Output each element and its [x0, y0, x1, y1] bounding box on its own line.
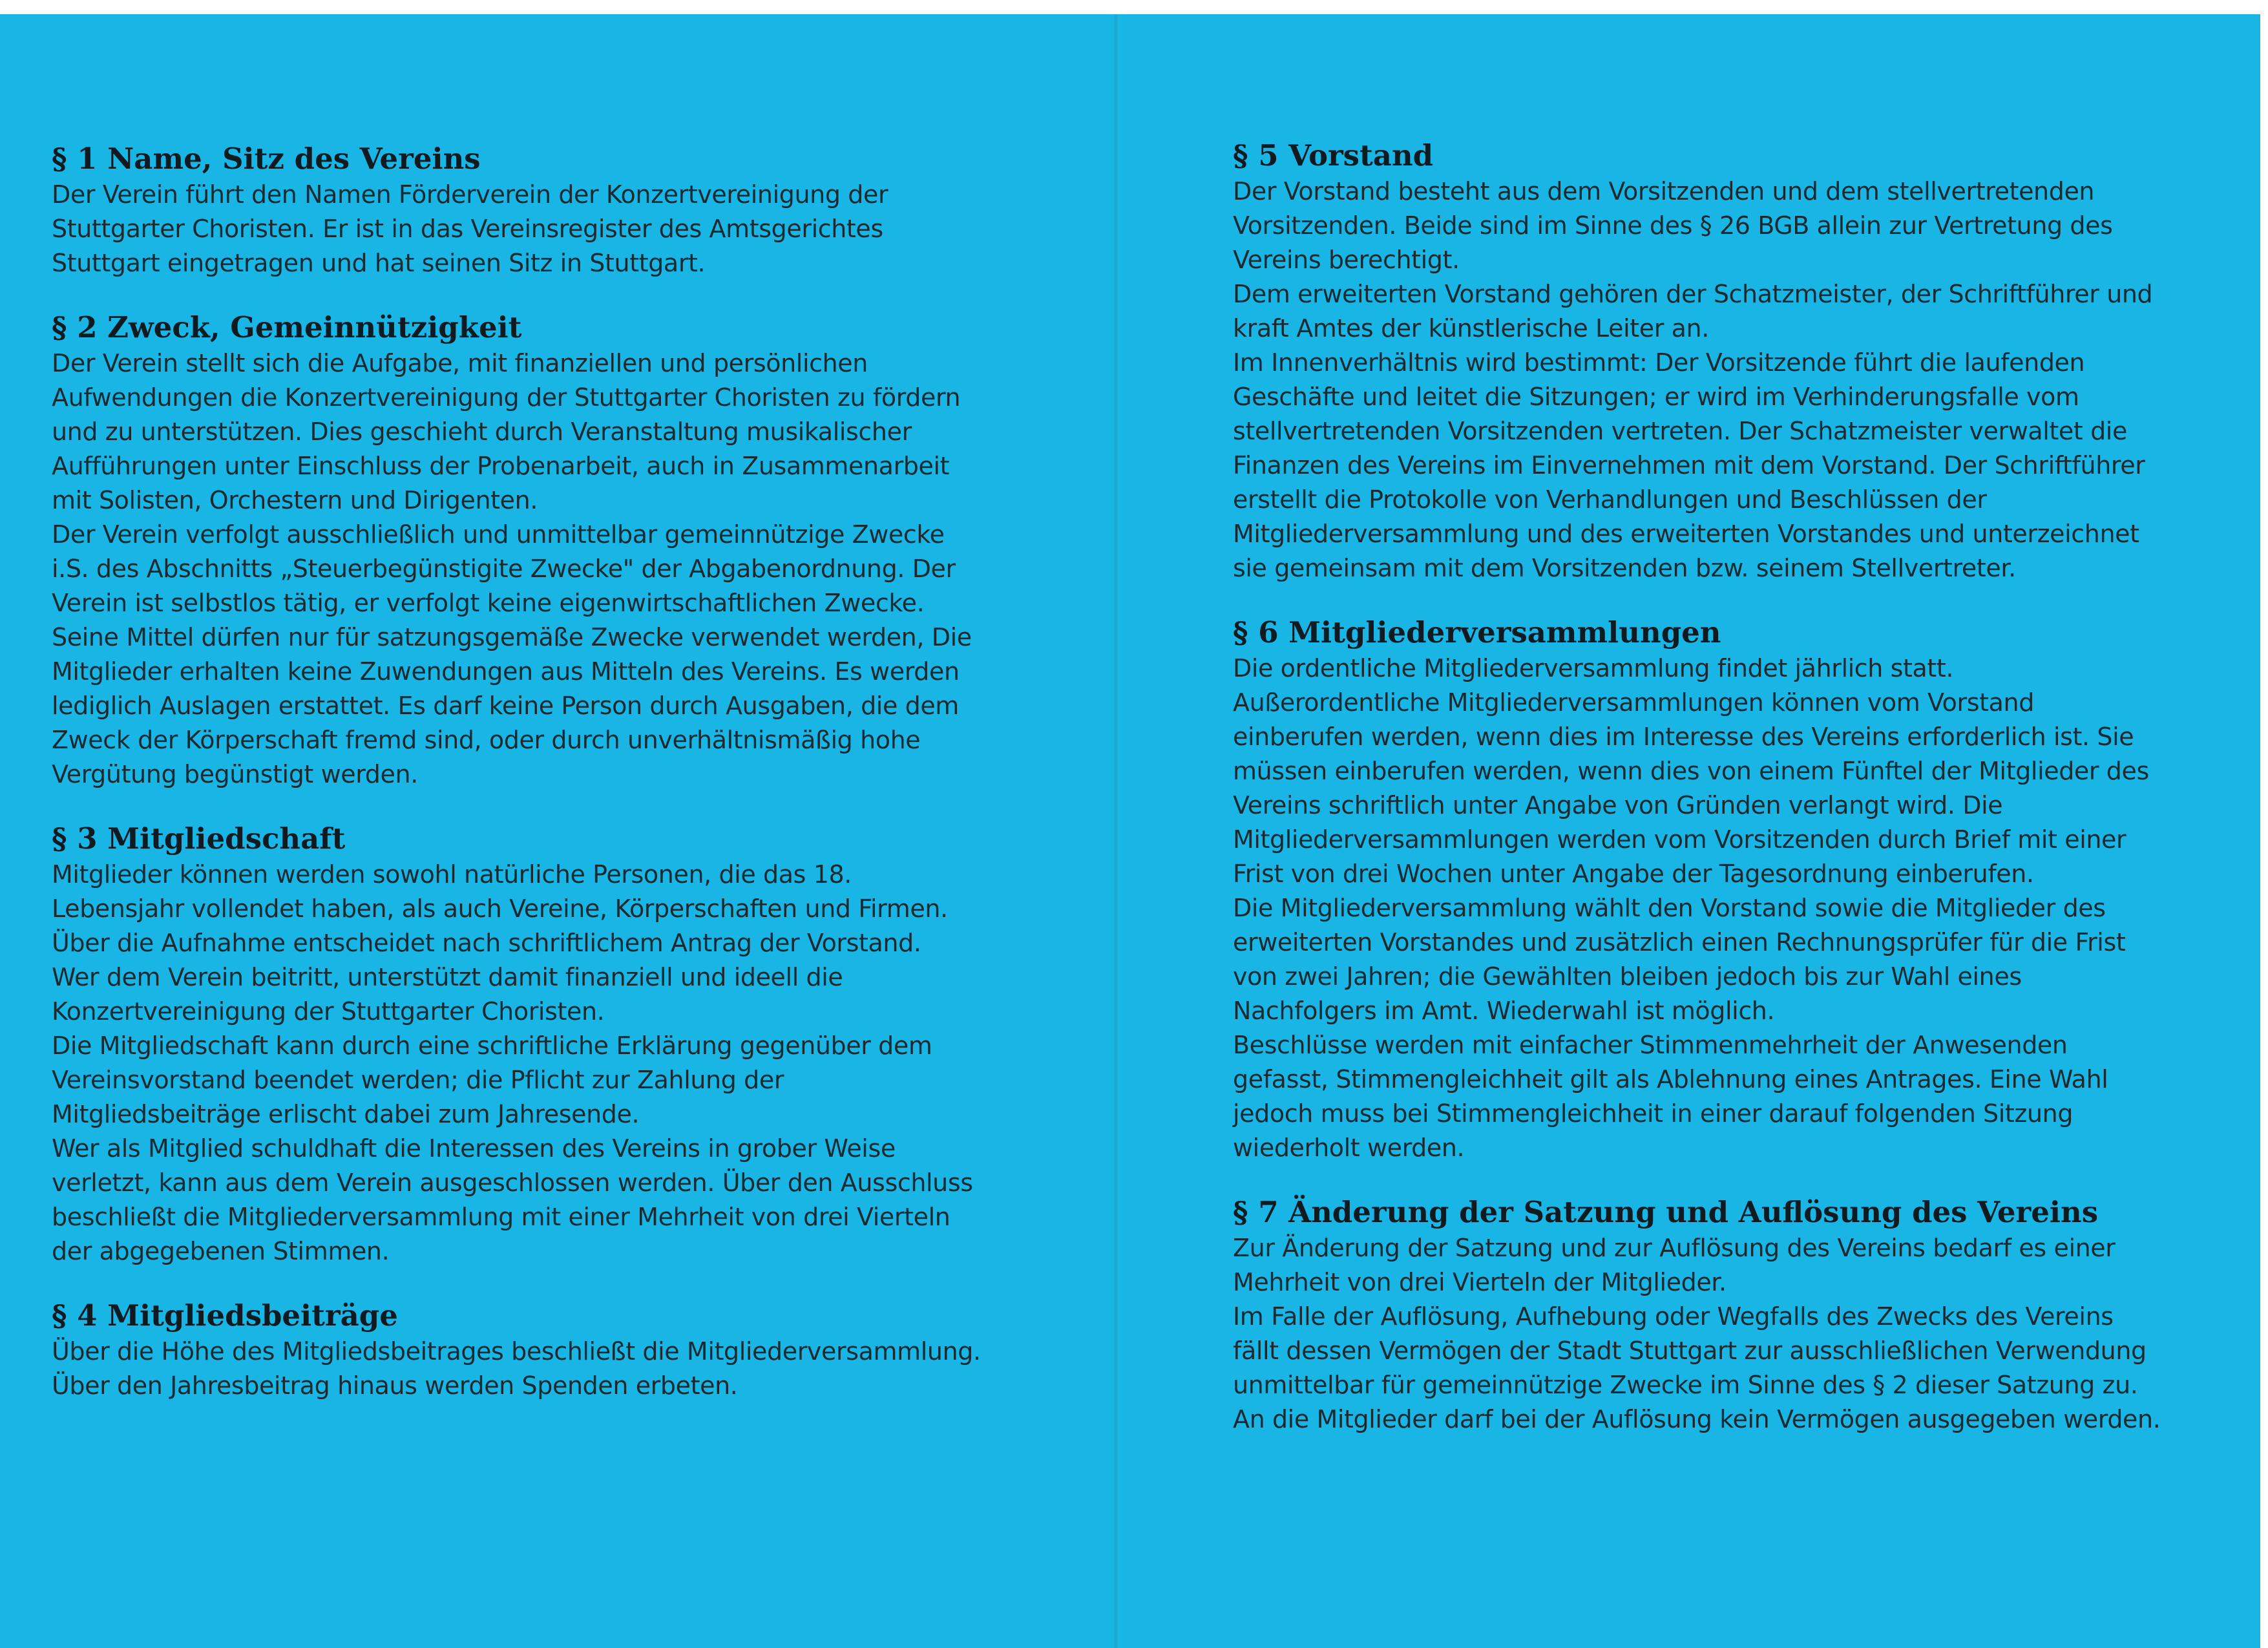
section-heading: § 2 Zweck, Gemeinnützigkeit — [52, 310, 522, 344]
section-paragraph: Der Verein führt den Namen Förderverein der Konzertvereinigung der Stuttgarter Choristen. Er ist in das Vereinsregister des Amtsgerichtes Stuttgart eingetragen und hat seinen Sitz in Stuttgart. — [52, 180, 888, 277]
section-paragraph: Der Verein verfolgt ausschließlich und unmittelbar gemeinnützige Zwecke i.S. des Abschnitts „Steuerbegünstigite Zwecke" der Abgabenordnung. Der Verein ist selbstlos tätig, er verfolgt keine eigenwirtschaftlichen Zwecke. Seine Mittel dürfen nur für satzungsgemäße Zwecke verwendet werden, Die Mitglieder erhalten keine Zuwendungen aus Mitteln des Vereins. Es werden lediglich Auslagen erstattet. Es darf keine Person durch Ausgaben, die dem Zweck der Körperschaft fremd sind, oder durch unverhältnismäßig hohe Vergütung begünstigt werden. — [52, 520, 972, 788]
section-4 — [52, 1297, 982, 1403]
section-paragraph: Über die Höhe des Mitgliedsbeitrages beschließt die Mitgliederversammlung. Über den Jahresbeitrag hinaus werden Spenden erbeten. — [52, 1337, 981, 1400]
section-paragraph: Mitglieder können werden sowohl natürliche Personen, die das 18. Lebensjahr vollendet haben, als auch Vereine, Körperschaften und Firmen. — [52, 860, 948, 923]
section-heading: § 1 Name, Sitz des Vereins — [52, 142, 481, 176]
section-heading: § 4 Mitgliedsbeiträge — [52, 1298, 398, 1333]
section-2 — [52, 309, 982, 792]
section-paragraph: Beschlüsse werden mit einfacher Stimmenmehrheit der Anwesenden gefasst, Stimmengleichheit gilt als Ablehnung eines Antrages. Eine Wahl jedoch muss bei Stimmengleichheit in einer darauf folgenden Sitzung wiederholt werden. — [1233, 1031, 2108, 1162]
section-paragraph: Wer dem Verein beitritt, unterstützt damit finanziell und ideell die Konzertvereinigung der Stuttgarter Choristen. — [52, 963, 843, 1026]
section-5 — [1233, 137, 2163, 586]
section-paragraph: Die Mitgliedschaft kann durch eine schriftliche Erklärung gegenüber dem Vereinsvorstand beendet werden; die Pflicht zur Zahlung der Mitgliedsbeiträge erlischt dabei zum Jahresende. — [52, 1031, 932, 1128]
document-sheet — [0, 14, 2260, 1648]
section-1 — [52, 140, 982, 280]
section-heading: § 7 Änderung der Satzung und Auflösung des Vereins — [1233, 1195, 2099, 1229]
section-heading: § 6 Mitgliederversammlungen — [1233, 615, 1721, 650]
section-7 — [1233, 1194, 2163, 1437]
section-paragraph: Zur Änderung der Satzung und zur Auflösung des Vereins bedarf es einer Mehrheit von drei Vierteln der Mitglieder. — [1233, 1234, 2116, 1296]
section-6 — [1233, 614, 2163, 1165]
section-paragraph: Dem erweiterten Vorstand gehören der Schatzmeister, der Schriftführer und kraft Amtes der künstlerische Leiter an. — [1233, 280, 2153, 343]
section-paragraph: Über die Aufnahme entscheidet nach schriftlichem Antrag der Vorstand. — [52, 929, 921, 957]
section-paragraph: Wer als Mitglied schuldhaft die Interessen des Vereins in grober Weise verletzt, kann aus dem Verein ausgeschlossen werden. Über den Ausschluss beschließt die Mitgliederversammlung mit einer Mehrheit von drei Vierteln der abgegebenen Stimmen. — [52, 1134, 973, 1265]
section-paragraph: Der Verein stellt sich die Aufgabe, mit finanziellen und persönlichen Aufwendungen die Konzertvereinigung der Stuttgarter Choristen zu fördern und zu unterstützen. Dies geschieht durch Veranstaltung musikalischer Aufführungen unter Einschluss der Probenarbeit, auch in Zusammenarbeit mit Solisten, Orchestern und Dirigenten. — [52, 349, 961, 514]
section-paragraph: Im Innenverhältnis wird bestimmt: Der Vorsitzende führt die laufenden Geschäfte und leitet die Sitzungen; er wird im Verhinderungsfalle vom stellvertretenden Vorsitzenden vertreten. Der Schatzmeister verwaltet die Finanzen des Vereins im Einvernehmen mit dem Vorstand. Der Schriftführer erstellt die Protokolle von Verhandlungen und Beschlüssen der Mitgliederversammlung und des erweiterten Vorstandes und unterzeichnet sie gemeinsam mit dem Vorsitzenden bzw. seinem Stellvertreter. — [1233, 348, 2145, 582]
section-paragraph: Die ordentliche Mitgliederversammlung findet jährlich statt. Außerordentliche Mitgliederversammlungen können vom Vorstand einberufen werden, wenn dies im Interesse des Vereins erforderlich ist. Sie müssen einberufen werden, wenn dies von einem Fünftel der Mitglieder des Vereins schriftlich unter Angabe von Gründen verlangt wird. Die Mitgliederversammlungen werden vom Vorsitzenden durch Brief mit einer Frist von drei Wochen unter Angabe der Tagesordnung einberufen. — [1233, 654, 2149, 888]
section-paragraph: Im Falle der Auflösung, Aufhebung oder Wegfalls des Zwecks des Vereins fällt dessen Vermögen der Stadt Stuttgart zur ausschließlichen Verwendung unmittelbar für gemeinnützige Zwecke im Sinne des § 2 dieser Satzung zu. An die Mitglieder darf bei der Auflösung kein Vermögen ausgegeben werden. — [1233, 1302, 2161, 1433]
section-heading: § 5 Vorstand — [1233, 138, 1434, 173]
section-paragraph: Die Mitgliederversammlung wählt den Vorstand sowie die Mitglieder des erweiterten Vorstandes und zusätzlich einen Rechnungsprüfer für die Frist von zwei Jahren; die Gewählten bleiben jedoch bis zur Wahl eines Nachfolgers im Amt. Wiederwahl ist möglich. — [1233, 894, 2126, 1025]
section-heading: § 3 Mitgliedschaft — [52, 821, 346, 856]
page-fold — [1114, 14, 1119, 1648]
left-page — [52, 140, 982, 1431]
section-3 — [52, 820, 982, 1269]
section-paragraph: Der Vorstand besteht aus dem Vorsitzenden und dem stellvertretenden Vorsitzenden. Beide sind im Sinne des § 26 BGB allein zur Vertretung des Vereins berechtigt. — [1233, 177, 2113, 274]
right-page — [1233, 137, 2163, 1465]
